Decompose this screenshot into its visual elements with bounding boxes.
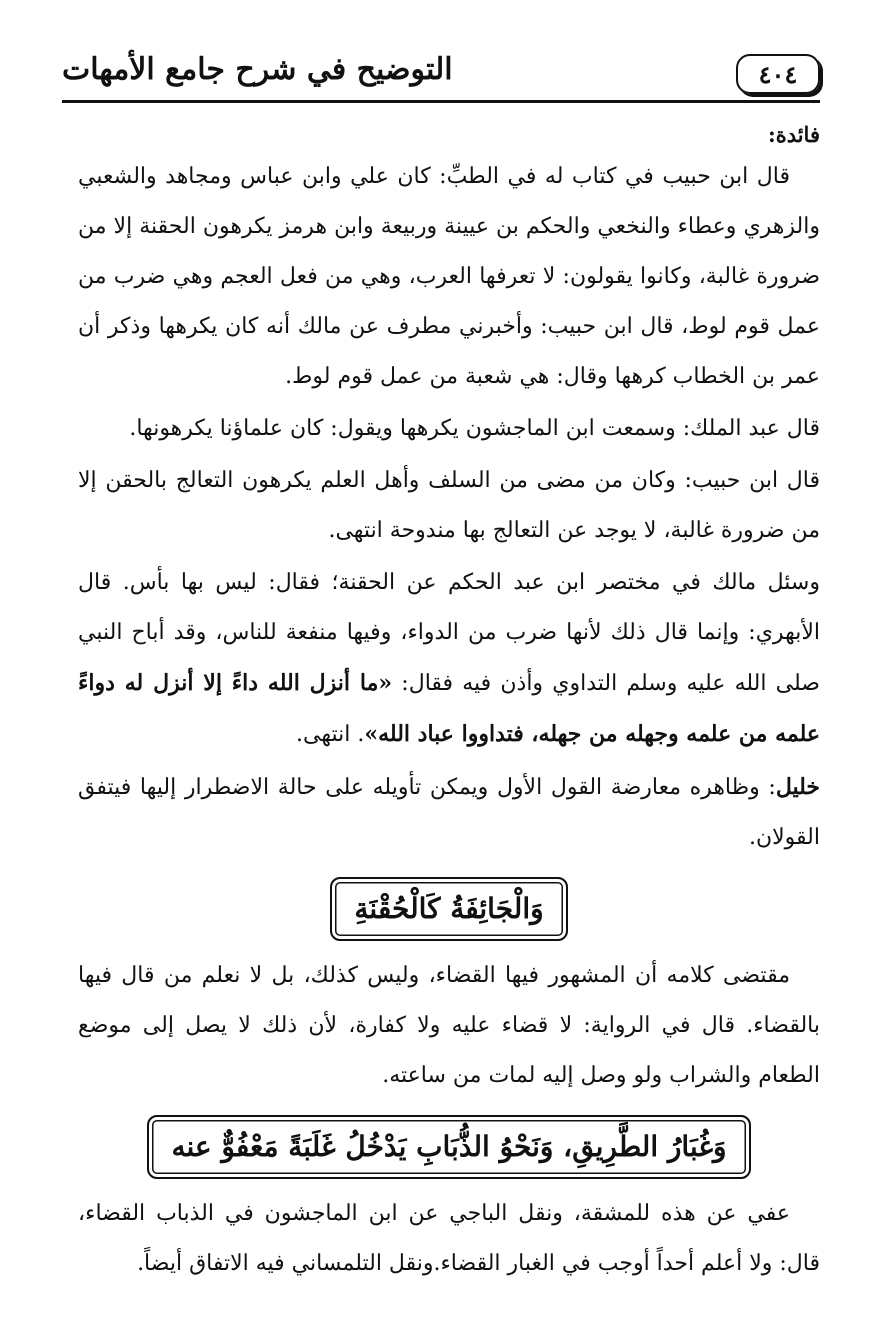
paragraph-7: عفي عن هذه للمشقة، ونقل الباجي عن ابن الماجشون في الذباب القضاء، قال: ولا أعلم أحداً أوجب في الغبار القضاء.ونقل التلمساني فيه الاتفاق أيضاً.	[78, 1201, 820, 1276]
khalil-label: خليل	[775, 774, 820, 800]
faida-heading: فائدة:	[767, 122, 820, 147]
paragraph-3: قال ابن حبيب: وكان من مضى من السلف وأهل العلم يكرهون التعالج بالحقن إلا من ضرورة غالبة، لا يوجد عن التعالج بها مندوحة انتهى.	[78, 468, 820, 543]
matn-box-2: وَغُبَارُ الطَّرِيقِ، وَنَحْوُ الذُّبَابِ يَدْخُلُ غَلَبَةً مَعْفُوٌّ عنه	[147, 1115, 750, 1179]
matn-box-1-wrapper	[78, 877, 820, 941]
paragraph-5	[78, 762, 820, 863]
page-number-badge: ٤٠٤	[736, 54, 820, 94]
paragraph-5-text: : وظاهره معارضة القول الأول ويمكن تأويله على حالة الاضطرار إليها فيتفق القولان.	[78, 775, 820, 850]
matn-box-1: وَالْجَائِفَةُ كَالْحُقْنَةِ	[330, 877, 567, 941]
paragraph-4-text: وسئل مالك في مختصر ابن عبد الحكم عن الحقنة؛ فقال: ليس بها بأس. قال الأبهري: وإنما قال ذلك لأنها ضرب من الدواء، وفيها منفعة للناس، وقد أباح النبي صلى الله عليه وسلم التداوي وأذن فيه فقال:	[78, 570, 820, 696]
matn-box-2-wrapper	[78, 1115, 820, 1179]
hadith-quote: «ما أنزل الله داءً إلا أنزل له دواءً علمه من علمه وجهله من جهله، فتداووا عباد الله»	[78, 670, 820, 747]
paragraph-6: مقتضى كلامه أن المشهور فيها القضاء، وليس كذلك، بل لا نعلم من قال فيها بالقضاء. قال في الرواية: لا قضاء عليه ولا كفارة، لأن ذلك لا يصل إلى موضع الطعام والشراب ولو وصل إليه لمات من ساعته.	[78, 963, 820, 1088]
paragraph-4-end: . انتهى.	[296, 722, 365, 747]
paragraph-4	[78, 558, 820, 760]
page-body	[78, 118, 820, 1289]
book-title: التوضيح في شرح جامع الأمهات	[62, 52, 453, 87]
paragraph-1: قال ابن حبيب في كتاب له في الطبِّ: كان علي وابن عباس ومجاهد والشعبي والزهري وعطاء والنخعي والحكم بن عيينة وربيعة وابن هرمز يكرهون الحقنة إلا من ضرورة غالبة، وكانوا يقولون: لا تعرفها العرب، وهي من فعل العجم وهي ضرب من عمل قوم لوط، قال ابن حبيب: وأخبرني مطرف عن مالك أنه كان يكرهها وذكر أن عمر بن الخطاب كرهها وقال: هي شعبة من عمل قوم لوط.	[78, 164, 820, 389]
page-header	[62, 48, 820, 103]
paragraph-2: قال عبد الملك: وسمعت ابن الماجشون يكرهها ويقول: كان علماؤنا يكرهونها.	[129, 416, 820, 441]
